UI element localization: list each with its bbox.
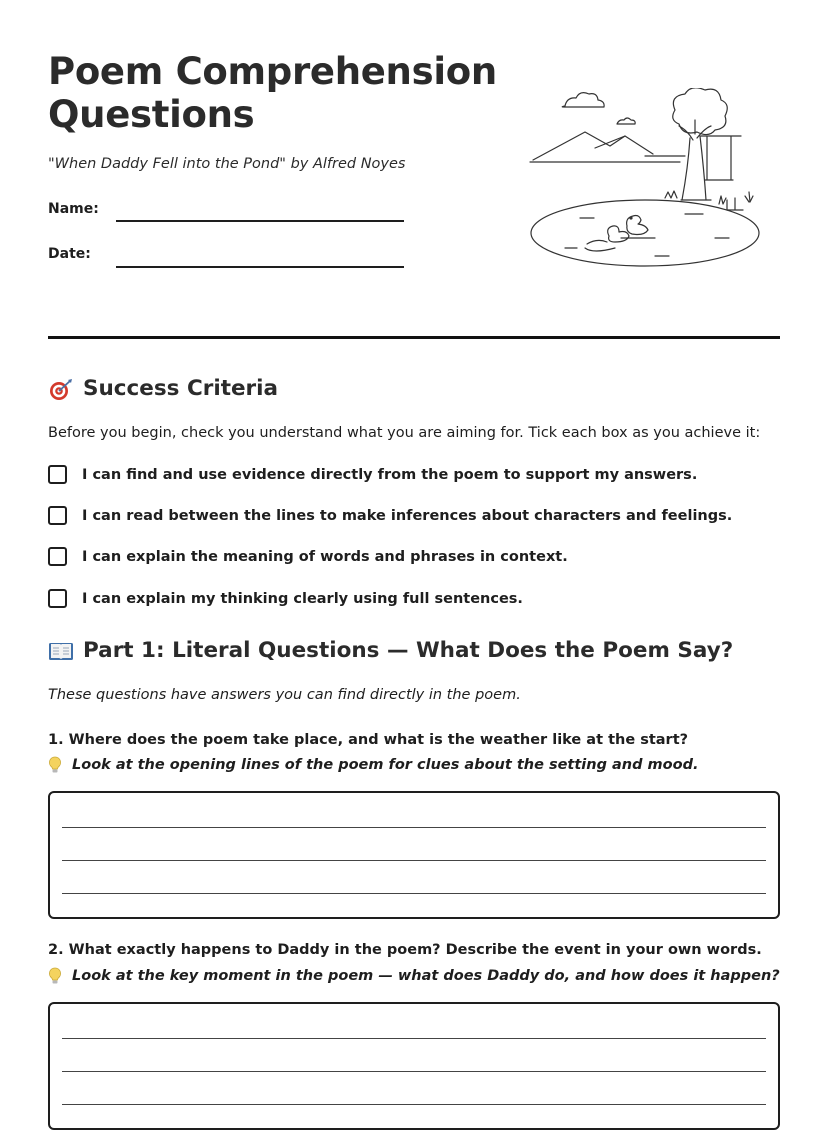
question-2-hint [48, 967, 780, 985]
success-criteria-title: Success Criteria [83, 376, 279, 401]
criteria-item [48, 589, 523, 608]
open-book-icon [48, 639, 74, 663]
answer-line [62, 1104, 766, 1105]
answer-box-1[interactable] [48, 791, 780, 919]
criteria-item [48, 547, 568, 566]
question-2: 2. What exactly happens to Daddy in the poem? Describe the event in your own words. [48, 942, 762, 958]
criteria-checkbox[interactable] [48, 465, 67, 484]
hint-text: Look at the opening lines of the poem for clues about the setting and mood. [72, 757, 699, 773]
name-label: Name: [48, 201, 99, 217]
answer-line [62, 893, 766, 894]
page-title [48, 50, 497, 136]
criteria-checkbox[interactable] [48, 506, 67, 525]
criteria-label: I can explain my thinking clearly using full sentences. [82, 590, 523, 607]
part1-intro: These questions have answers you can find directly in the poem. [48, 687, 521, 703]
title-line-1: Poem Comprehension [48, 50, 497, 93]
answer-line [62, 827, 766, 828]
pond-illustration [525, 88, 765, 273]
answer-line [62, 1038, 766, 1039]
answer-line [62, 860, 766, 861]
answer-box-2[interactable] [48, 1002, 780, 1130]
success-criteria-heading [48, 376, 278, 401]
date-field[interactable] [116, 266, 404, 268]
criteria-checkbox[interactable] [48, 547, 67, 566]
criteria-item [48, 506, 732, 525]
date-label: Date: [48, 246, 91, 262]
criteria-label: I can explain the meaning of words and phrases in context. [82, 548, 568, 565]
poem-subtitle: "When Daddy Fell into the Pond" by Alfred Noyes [48, 156, 406, 172]
part1-heading [48, 638, 733, 663]
question-1-hint [48, 756, 698, 774]
criteria-item [48, 465, 697, 484]
part1-title: Part 1: Literal Questions — What Does the Poem Say? [83, 638, 734, 663]
criteria-label: I can find and use evidence directly from the poem to support my answers. [82, 466, 698, 483]
header-divider [48, 336, 780, 339]
lightbulb-icon [48, 756, 62, 774]
criteria-checkbox[interactable] [48, 589, 67, 608]
criteria-label: I can read between the lines to make inferences about characters and feelings. [82, 507, 733, 524]
title-line-2: Questions [48, 93, 255, 136]
name-field[interactable] [116, 220, 404, 222]
lightbulb-icon [48, 967, 62, 985]
success-criteria-intro: Before you begin, check you understand what you are aiming for. Tick each box as you achieve it: [48, 425, 761, 441]
answer-line [62, 1071, 766, 1072]
hint-text: Look at the key moment in the poem — what does Daddy do, and how does it happen? [72, 968, 780, 984]
question-1: 1. Where does the poem take place, and what is the weather like at the start? [48, 732, 689, 748]
target-icon [48, 377, 74, 401]
